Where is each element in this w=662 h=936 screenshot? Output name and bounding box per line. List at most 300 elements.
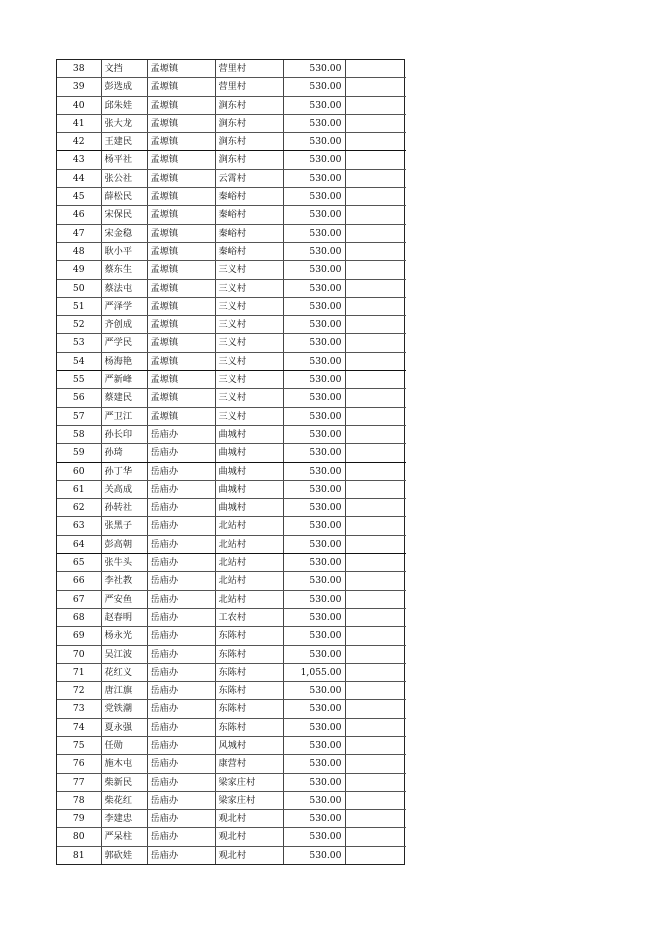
- table-row: [57, 114, 406, 132]
- row-number-cell: 81: [57, 846, 101, 864]
- row-number-cell: 78: [57, 791, 101, 809]
- name-cell: 严泽学: [101, 297, 147, 315]
- empty-cell: [345, 114, 406, 132]
- row-number-cell: 71: [57, 663, 101, 681]
- row-number-cell: 70: [57, 645, 101, 663]
- empty-cell: [345, 480, 406, 498]
- amount-cell: 530.00: [283, 188, 345, 206]
- village-cell: 涧东村: [215, 114, 283, 132]
- empty-cell: [345, 572, 406, 590]
- village-cell: 工农村: [215, 608, 283, 626]
- table-row: [57, 700, 406, 718]
- town-cell: 孟塬镇: [147, 188, 215, 206]
- empty-cell: [345, 352, 406, 370]
- town-cell: 岳庙办: [147, 590, 215, 608]
- village-cell: 东陈村: [215, 700, 283, 718]
- amount-cell: 530.00: [283, 791, 345, 809]
- amount-cell: 530.00: [283, 206, 345, 224]
- amount-cell: 530.00: [283, 78, 345, 96]
- name-cell: 柴新民: [101, 773, 147, 791]
- village-cell: 秦峪村: [215, 242, 283, 260]
- row-number-cell: 57: [57, 407, 101, 425]
- amount-cell: 530.00: [283, 169, 345, 187]
- name-cell: 张牛头: [101, 554, 147, 572]
- table-row: [57, 78, 406, 96]
- table-row: [57, 261, 406, 279]
- empty-cell: [345, 700, 406, 718]
- empty-cell: [345, 590, 406, 608]
- town-cell: 孟塬镇: [147, 389, 215, 407]
- amount-cell: 530.00: [283, 371, 345, 389]
- name-cell: 王建民: [101, 133, 147, 151]
- empty-cell: [345, 663, 406, 681]
- amount-cell: 530.00: [283, 462, 345, 480]
- amount-cell: 530.00: [283, 773, 345, 791]
- table-row: [57, 425, 406, 443]
- village-cell: 北站村: [215, 535, 283, 553]
- amount-cell: 530.00: [283, 517, 345, 535]
- town-cell: 岳庙办: [147, 535, 215, 553]
- name-cell: 李社教: [101, 572, 147, 590]
- row-number-cell: 67: [57, 590, 101, 608]
- row-number-cell: 47: [57, 224, 101, 242]
- empty-cell: [345, 96, 406, 114]
- village-cell: 营里村: [215, 78, 283, 96]
- name-cell: 彭高朝: [101, 535, 147, 553]
- amount-cell: 530.00: [283, 682, 345, 700]
- village-cell: 北站村: [215, 590, 283, 608]
- amount-cell: 530.00: [283, 444, 345, 462]
- amount-cell: 530.00: [283, 590, 345, 608]
- town-cell: 岳庙办: [147, 627, 215, 645]
- name-cell: 孙丁华: [101, 462, 147, 480]
- town-cell: 岳庙办: [147, 663, 215, 681]
- name-cell: 张大龙: [101, 114, 147, 132]
- name-cell: 齐创成: [101, 316, 147, 334]
- name-cell: 张黑子: [101, 517, 147, 535]
- amount-cell: 530.00: [283, 96, 345, 114]
- amount-cell: 530.00: [283, 736, 345, 754]
- town-cell: 岳庙办: [147, 480, 215, 498]
- name-cell: 彭选成: [101, 78, 147, 96]
- name-cell: 薛松民: [101, 188, 147, 206]
- row-number-cell: 73: [57, 700, 101, 718]
- village-cell: 三义村: [215, 261, 283, 279]
- empty-cell: [345, 627, 406, 645]
- row-number-cell: 50: [57, 279, 101, 297]
- amount-cell: 530.00: [283, 279, 345, 297]
- row-number-cell: 69: [57, 627, 101, 645]
- town-cell: 孟塬镇: [147, 169, 215, 187]
- table-row: [57, 133, 406, 151]
- name-cell: 柴花红: [101, 791, 147, 809]
- row-number-cell: 52: [57, 316, 101, 334]
- town-cell: 孟塬镇: [147, 334, 215, 352]
- town-cell: 岳庙办: [147, 736, 215, 754]
- town-cell: 岳庙办: [147, 755, 215, 773]
- table-body: [57, 60, 406, 864]
- village-cell: 北站村: [215, 572, 283, 590]
- row-number-cell: 68: [57, 608, 101, 626]
- village-cell: 东陈村: [215, 627, 283, 645]
- empty-cell: [345, 773, 406, 791]
- empty-cell: [345, 736, 406, 754]
- town-cell: 孟塬镇: [147, 407, 215, 425]
- name-cell: 杨海艳: [101, 352, 147, 370]
- row-number-cell: 65: [57, 554, 101, 572]
- table-row: [57, 316, 406, 334]
- empty-cell: [345, 224, 406, 242]
- row-number-cell: 48: [57, 242, 101, 260]
- town-cell: 岳庙办: [147, 608, 215, 626]
- town-cell: 孟塬镇: [147, 78, 215, 96]
- town-cell: 岳庙办: [147, 846, 215, 864]
- row-number-cell: 61: [57, 480, 101, 498]
- data-table: [57, 60, 406, 864]
- row-number-cell: 75: [57, 736, 101, 754]
- name-cell: 严安鱼: [101, 590, 147, 608]
- amount-cell: 530.00: [283, 535, 345, 553]
- table-row: [57, 462, 406, 480]
- table-row: [57, 645, 406, 663]
- table-row: [57, 572, 406, 590]
- name-cell: 任勋: [101, 736, 147, 754]
- row-number-cell: 42: [57, 133, 101, 151]
- empty-cell: [345, 846, 406, 864]
- empty-cell: [345, 645, 406, 663]
- village-cell: 涧东村: [215, 151, 283, 169]
- empty-cell: [345, 444, 406, 462]
- row-number-cell: 60: [57, 462, 101, 480]
- village-cell: 秦峪村: [215, 224, 283, 242]
- table-row: [57, 169, 406, 187]
- row-number-cell: 59: [57, 444, 101, 462]
- empty-cell: [345, 206, 406, 224]
- table-row: [57, 846, 406, 864]
- table-row: [57, 517, 406, 535]
- name-cell: 孙琦: [101, 444, 147, 462]
- row-number-cell: 41: [57, 114, 101, 132]
- table-row: [57, 352, 406, 370]
- empty-cell: [345, 791, 406, 809]
- row-number-cell: 43: [57, 151, 101, 169]
- row-number-cell: 55: [57, 371, 101, 389]
- empty-cell: [345, 133, 406, 151]
- village-cell: 秦峪村: [215, 188, 283, 206]
- table-row: [57, 810, 406, 828]
- name-cell: 宋金稳: [101, 224, 147, 242]
- table-row: [57, 773, 406, 791]
- village-cell: 东陈村: [215, 682, 283, 700]
- name-cell: 施木屯: [101, 755, 147, 773]
- row-number-cell: 63: [57, 517, 101, 535]
- table-row: [57, 407, 406, 425]
- name-cell: 夏永强: [101, 718, 147, 736]
- table-row: [57, 480, 406, 498]
- amount-cell: 530.00: [283, 554, 345, 572]
- town-cell: 岳庙办: [147, 554, 215, 572]
- village-cell: 观北村: [215, 810, 283, 828]
- village-cell: 东陈村: [215, 718, 283, 736]
- amount-cell: 1,055.00: [283, 663, 345, 681]
- name-cell: 蔡东生: [101, 261, 147, 279]
- amount-cell: 530.00: [283, 645, 345, 663]
- town-cell: 岳庙办: [147, 572, 215, 590]
- row-number-cell: 54: [57, 352, 101, 370]
- empty-cell: [345, 297, 406, 315]
- row-number-cell: 62: [57, 499, 101, 517]
- table-row: [57, 682, 406, 700]
- table-row: [57, 755, 406, 773]
- town-cell: 孟塬镇: [147, 316, 215, 334]
- town-cell: 岳庙办: [147, 810, 215, 828]
- town-cell: 孟塬镇: [147, 60, 215, 78]
- table-row: [57, 718, 406, 736]
- table-row: [57, 499, 406, 517]
- row-number-cell: 72: [57, 682, 101, 700]
- amount-cell: 530.00: [283, 316, 345, 334]
- empty-cell: [345, 151, 406, 169]
- name-cell: 杨平社: [101, 151, 147, 169]
- table-row: [57, 224, 406, 242]
- amount-cell: 530.00: [283, 261, 345, 279]
- row-number-cell: 76: [57, 755, 101, 773]
- name-cell: 唐江旗: [101, 682, 147, 700]
- village-cell: 曲城村: [215, 480, 283, 498]
- name-cell: 花红义: [101, 663, 147, 681]
- amount-cell: 530.00: [283, 572, 345, 590]
- village-cell: 三义村: [215, 334, 283, 352]
- town-cell: 孟塬镇: [147, 133, 215, 151]
- row-number-cell: 49: [57, 261, 101, 279]
- empty-cell: [345, 499, 406, 517]
- empty-cell: [345, 425, 406, 443]
- empty-cell: [345, 718, 406, 736]
- amount-cell: 530.00: [283, 608, 345, 626]
- amount-cell: 530.00: [283, 334, 345, 352]
- name-cell: 文挡: [101, 60, 147, 78]
- empty-cell: [345, 810, 406, 828]
- town-cell: 岳庙办: [147, 499, 215, 517]
- empty-cell: [345, 407, 406, 425]
- name-cell: 孙长印: [101, 425, 147, 443]
- table-row: [57, 554, 406, 572]
- name-cell: 邱朱娃: [101, 96, 147, 114]
- empty-cell: [345, 535, 406, 553]
- empty-cell: [345, 462, 406, 480]
- empty-cell: [345, 371, 406, 389]
- village-cell: 北站村: [215, 554, 283, 572]
- amount-cell: 530.00: [283, 151, 345, 169]
- name-cell: 党铁潮: [101, 700, 147, 718]
- village-cell: 三义村: [215, 389, 283, 407]
- name-cell: 关高成: [101, 480, 147, 498]
- amount-cell: 530.00: [283, 60, 345, 78]
- table-row: [57, 96, 406, 114]
- village-cell: 曲城村: [215, 499, 283, 517]
- table-row: [57, 279, 406, 297]
- village-cell: 曲城村: [215, 444, 283, 462]
- village-cell: 梁家庄村: [215, 773, 283, 791]
- town-cell: 孟塬镇: [147, 371, 215, 389]
- town-cell: 岳庙办: [147, 462, 215, 480]
- table-row: [57, 535, 406, 553]
- village-cell: 三义村: [215, 407, 283, 425]
- row-number-cell: 56: [57, 389, 101, 407]
- name-cell: 吴江波: [101, 645, 147, 663]
- village-cell: 曲城村: [215, 462, 283, 480]
- empty-cell: [345, 554, 406, 572]
- amount-cell: 530.00: [283, 499, 345, 517]
- empty-cell: [345, 188, 406, 206]
- table-row: [57, 242, 406, 260]
- table-row: [57, 60, 406, 78]
- name-cell: 严卫江: [101, 407, 147, 425]
- name-cell: 严学民: [101, 334, 147, 352]
- village-cell: 风城村: [215, 736, 283, 754]
- name-cell: 宋保民: [101, 206, 147, 224]
- amount-cell: 530.00: [283, 389, 345, 407]
- town-cell: 岳庙办: [147, 425, 215, 443]
- amount-cell: 530.00: [283, 133, 345, 151]
- row-number-cell: 64: [57, 535, 101, 553]
- row-number-cell: 38: [57, 60, 101, 78]
- row-number-cell: 40: [57, 96, 101, 114]
- name-cell: 严新峰: [101, 371, 147, 389]
- village-cell: 观北村: [215, 846, 283, 864]
- row-number-cell: 77: [57, 773, 101, 791]
- name-cell: 张公社: [101, 169, 147, 187]
- amount-cell: 530.00: [283, 352, 345, 370]
- table-row: [57, 206, 406, 224]
- table-row: [57, 151, 406, 169]
- village-cell: 秦峪村: [215, 206, 283, 224]
- row-number-cell: 80: [57, 828, 101, 846]
- amount-cell: 530.00: [283, 407, 345, 425]
- town-cell: 岳庙办: [147, 700, 215, 718]
- town-cell: 孟塬镇: [147, 261, 215, 279]
- village-cell: 观北村: [215, 828, 283, 846]
- empty-cell: [345, 279, 406, 297]
- amount-cell: 530.00: [283, 810, 345, 828]
- village-cell: 涧东村: [215, 133, 283, 151]
- amount-cell: 530.00: [283, 755, 345, 773]
- town-cell: 孟塬镇: [147, 279, 215, 297]
- town-cell: 岳庙办: [147, 444, 215, 462]
- town-cell: 岳庙办: [147, 718, 215, 736]
- town-cell: 孟塬镇: [147, 297, 215, 315]
- empty-cell: [345, 828, 406, 846]
- empty-cell: [345, 242, 406, 260]
- village-cell: 三义村: [215, 371, 283, 389]
- row-number-cell: 39: [57, 78, 101, 96]
- name-cell: 李建忠: [101, 810, 147, 828]
- table-row: [57, 736, 406, 754]
- village-cell: 三义村: [215, 316, 283, 334]
- empty-cell: [345, 389, 406, 407]
- table-row: [57, 297, 406, 315]
- amount-cell: 530.00: [283, 627, 345, 645]
- table-row: [57, 389, 406, 407]
- row-number-cell: 45: [57, 188, 101, 206]
- amount-cell: 530.00: [283, 425, 345, 443]
- town-cell: 岳庙办: [147, 517, 215, 535]
- town-cell: 孟塬镇: [147, 114, 215, 132]
- row-number-cell: 79: [57, 810, 101, 828]
- name-cell: 赵春明: [101, 608, 147, 626]
- empty-cell: [345, 261, 406, 279]
- village-cell: 北站村: [215, 517, 283, 535]
- village-cell: 曲城村: [215, 425, 283, 443]
- town-cell: 岳庙办: [147, 645, 215, 663]
- table-row: [57, 590, 406, 608]
- name-cell: 蔡建民: [101, 389, 147, 407]
- empty-cell: [345, 78, 406, 96]
- village-cell: 涧东村: [215, 96, 283, 114]
- spreadsheet-table-frame: [56, 59, 405, 865]
- amount-cell: 530.00: [283, 718, 345, 736]
- table-row: [57, 791, 406, 809]
- amount-cell: 530.00: [283, 846, 345, 864]
- village-cell: 东陈村: [215, 645, 283, 663]
- name-cell: 杨永光: [101, 627, 147, 645]
- village-cell: 康营村: [215, 755, 283, 773]
- town-cell: 孟塬镇: [147, 151, 215, 169]
- town-cell: 孟塬镇: [147, 206, 215, 224]
- town-cell: 岳庙办: [147, 791, 215, 809]
- town-cell: 孟塬镇: [147, 242, 215, 260]
- table-row: [57, 188, 406, 206]
- row-number-cell: 44: [57, 169, 101, 187]
- amount-cell: 530.00: [283, 480, 345, 498]
- empty-cell: [345, 517, 406, 535]
- name-cell: 郭砍娃: [101, 846, 147, 864]
- row-number-cell: 46: [57, 206, 101, 224]
- row-number-cell: 53: [57, 334, 101, 352]
- name-cell: 蔡法屯: [101, 279, 147, 297]
- table-row: [57, 444, 406, 462]
- empty-cell: [345, 608, 406, 626]
- table-row: [57, 663, 406, 681]
- village-cell: 云霄村: [215, 169, 283, 187]
- amount-cell: 530.00: [283, 224, 345, 242]
- town-cell: 岳庙办: [147, 773, 215, 791]
- town-cell: 岳庙办: [147, 828, 215, 846]
- row-number-cell: 51: [57, 297, 101, 315]
- row-number-cell: 58: [57, 425, 101, 443]
- village-cell: 东陈村: [215, 663, 283, 681]
- village-cell: 三义村: [215, 352, 283, 370]
- empty-cell: [345, 682, 406, 700]
- amount-cell: 530.00: [283, 828, 345, 846]
- table-row: [57, 608, 406, 626]
- amount-cell: 530.00: [283, 297, 345, 315]
- amount-cell: 530.00: [283, 700, 345, 718]
- town-cell: 孟塬镇: [147, 96, 215, 114]
- village-cell: 三义村: [215, 297, 283, 315]
- row-number-cell: 74: [57, 718, 101, 736]
- name-cell: 耿小平: [101, 242, 147, 260]
- table-row: [57, 828, 406, 846]
- table-row: [57, 371, 406, 389]
- amount-cell: 530.00: [283, 114, 345, 132]
- town-cell: 孟塬镇: [147, 352, 215, 370]
- name-cell: 严呆柱: [101, 828, 147, 846]
- table-row: [57, 627, 406, 645]
- empty-cell: [345, 169, 406, 187]
- row-number-cell: 66: [57, 572, 101, 590]
- table-row: [57, 334, 406, 352]
